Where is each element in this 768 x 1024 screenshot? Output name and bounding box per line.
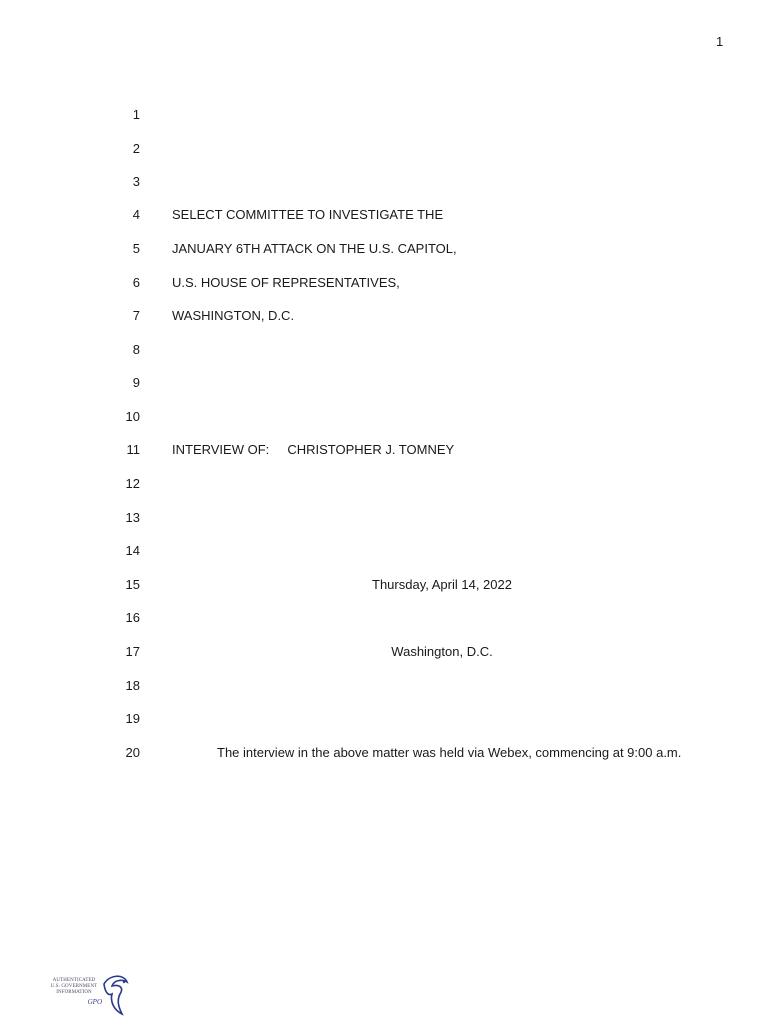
seal-line: U.S. GOVERNMENT	[50, 984, 98, 989]
line-number: 18	[125, 678, 140, 693]
line-number: 1	[132, 107, 140, 122]
transcript-line	[0, 677, 768, 695]
transcript-line	[0, 710, 768, 728]
transcript-line	[0, 475, 768, 493]
line-number: 4	[132, 207, 140, 222]
line-number: 8	[132, 342, 140, 357]
line-number: 16	[125, 610, 140, 625]
transcript-line	[0, 106, 768, 124]
gpo-authentication-seal	[44, 972, 130, 1018]
transcript-line	[0, 643, 768, 661]
eagle-icon	[100, 974, 130, 1018]
transcript-line	[0, 542, 768, 560]
interview-location: Washington, D.C.	[391, 644, 493, 659]
transcript-line	[0, 140, 768, 158]
line-number: 2	[132, 141, 140, 156]
transcript-line	[0, 509, 768, 527]
line-number: 13	[125, 510, 140, 525]
transcript-line	[0, 609, 768, 627]
line-number: 9	[132, 375, 140, 390]
seal-line: INFORMATION	[56, 990, 92, 995]
interview-statement: The interview in the above matter was held via Webex, commencing at 9:00 a.m.	[217, 745, 682, 760]
line-number: 12	[125, 476, 140, 491]
page-number: 1	[716, 34, 724, 49]
line-number: 6	[132, 275, 140, 290]
line-number: 10	[125, 409, 140, 424]
interviewee-line: INTERVIEW OF: CHRISTOPHER J. TOMNEY	[172, 442, 455, 457]
line-number: 15	[125, 577, 140, 592]
committee-title-line: SELECT COMMITTEE TO INVESTIGATE THE	[172, 207, 444, 222]
transcript-line	[0, 408, 768, 426]
line-number: 3	[132, 174, 140, 189]
line-number: 19	[125, 711, 140, 726]
committee-title-line: WASHINGTON, D.C.	[172, 308, 295, 323]
seal-line: AUTHENTICATED	[52, 978, 96, 983]
transcript-line	[0, 341, 768, 359]
transcript-line	[0, 240, 768, 258]
line-number: 7	[132, 308, 140, 323]
line-number: 14	[125, 543, 140, 558]
line-number: 5	[132, 241, 140, 256]
gpo-mark: GPO	[87, 998, 102, 1006]
committee-title-line: JANUARY 6TH ATTACK ON THE U.S. CAPITOL,	[172, 241, 457, 256]
line-number: 17	[125, 644, 140, 659]
transcript-line	[0, 274, 768, 292]
transcript-line	[0, 744, 768, 762]
transcript-line	[0, 206, 768, 224]
transcript-line	[0, 307, 768, 325]
line-number: 11	[126, 442, 140, 457]
interview-date: Thursday, April 14, 2022	[372, 577, 512, 592]
line-number: 20	[125, 745, 140, 760]
transcript-line	[0, 441, 768, 459]
transcript-line	[0, 374, 768, 392]
committee-title-line: U.S. HOUSE OF REPRESENTATIVES,	[172, 275, 400, 290]
seal-text	[44, 978, 104, 996]
transcript-line	[0, 173, 768, 191]
transcript-line	[0, 576, 768, 594]
